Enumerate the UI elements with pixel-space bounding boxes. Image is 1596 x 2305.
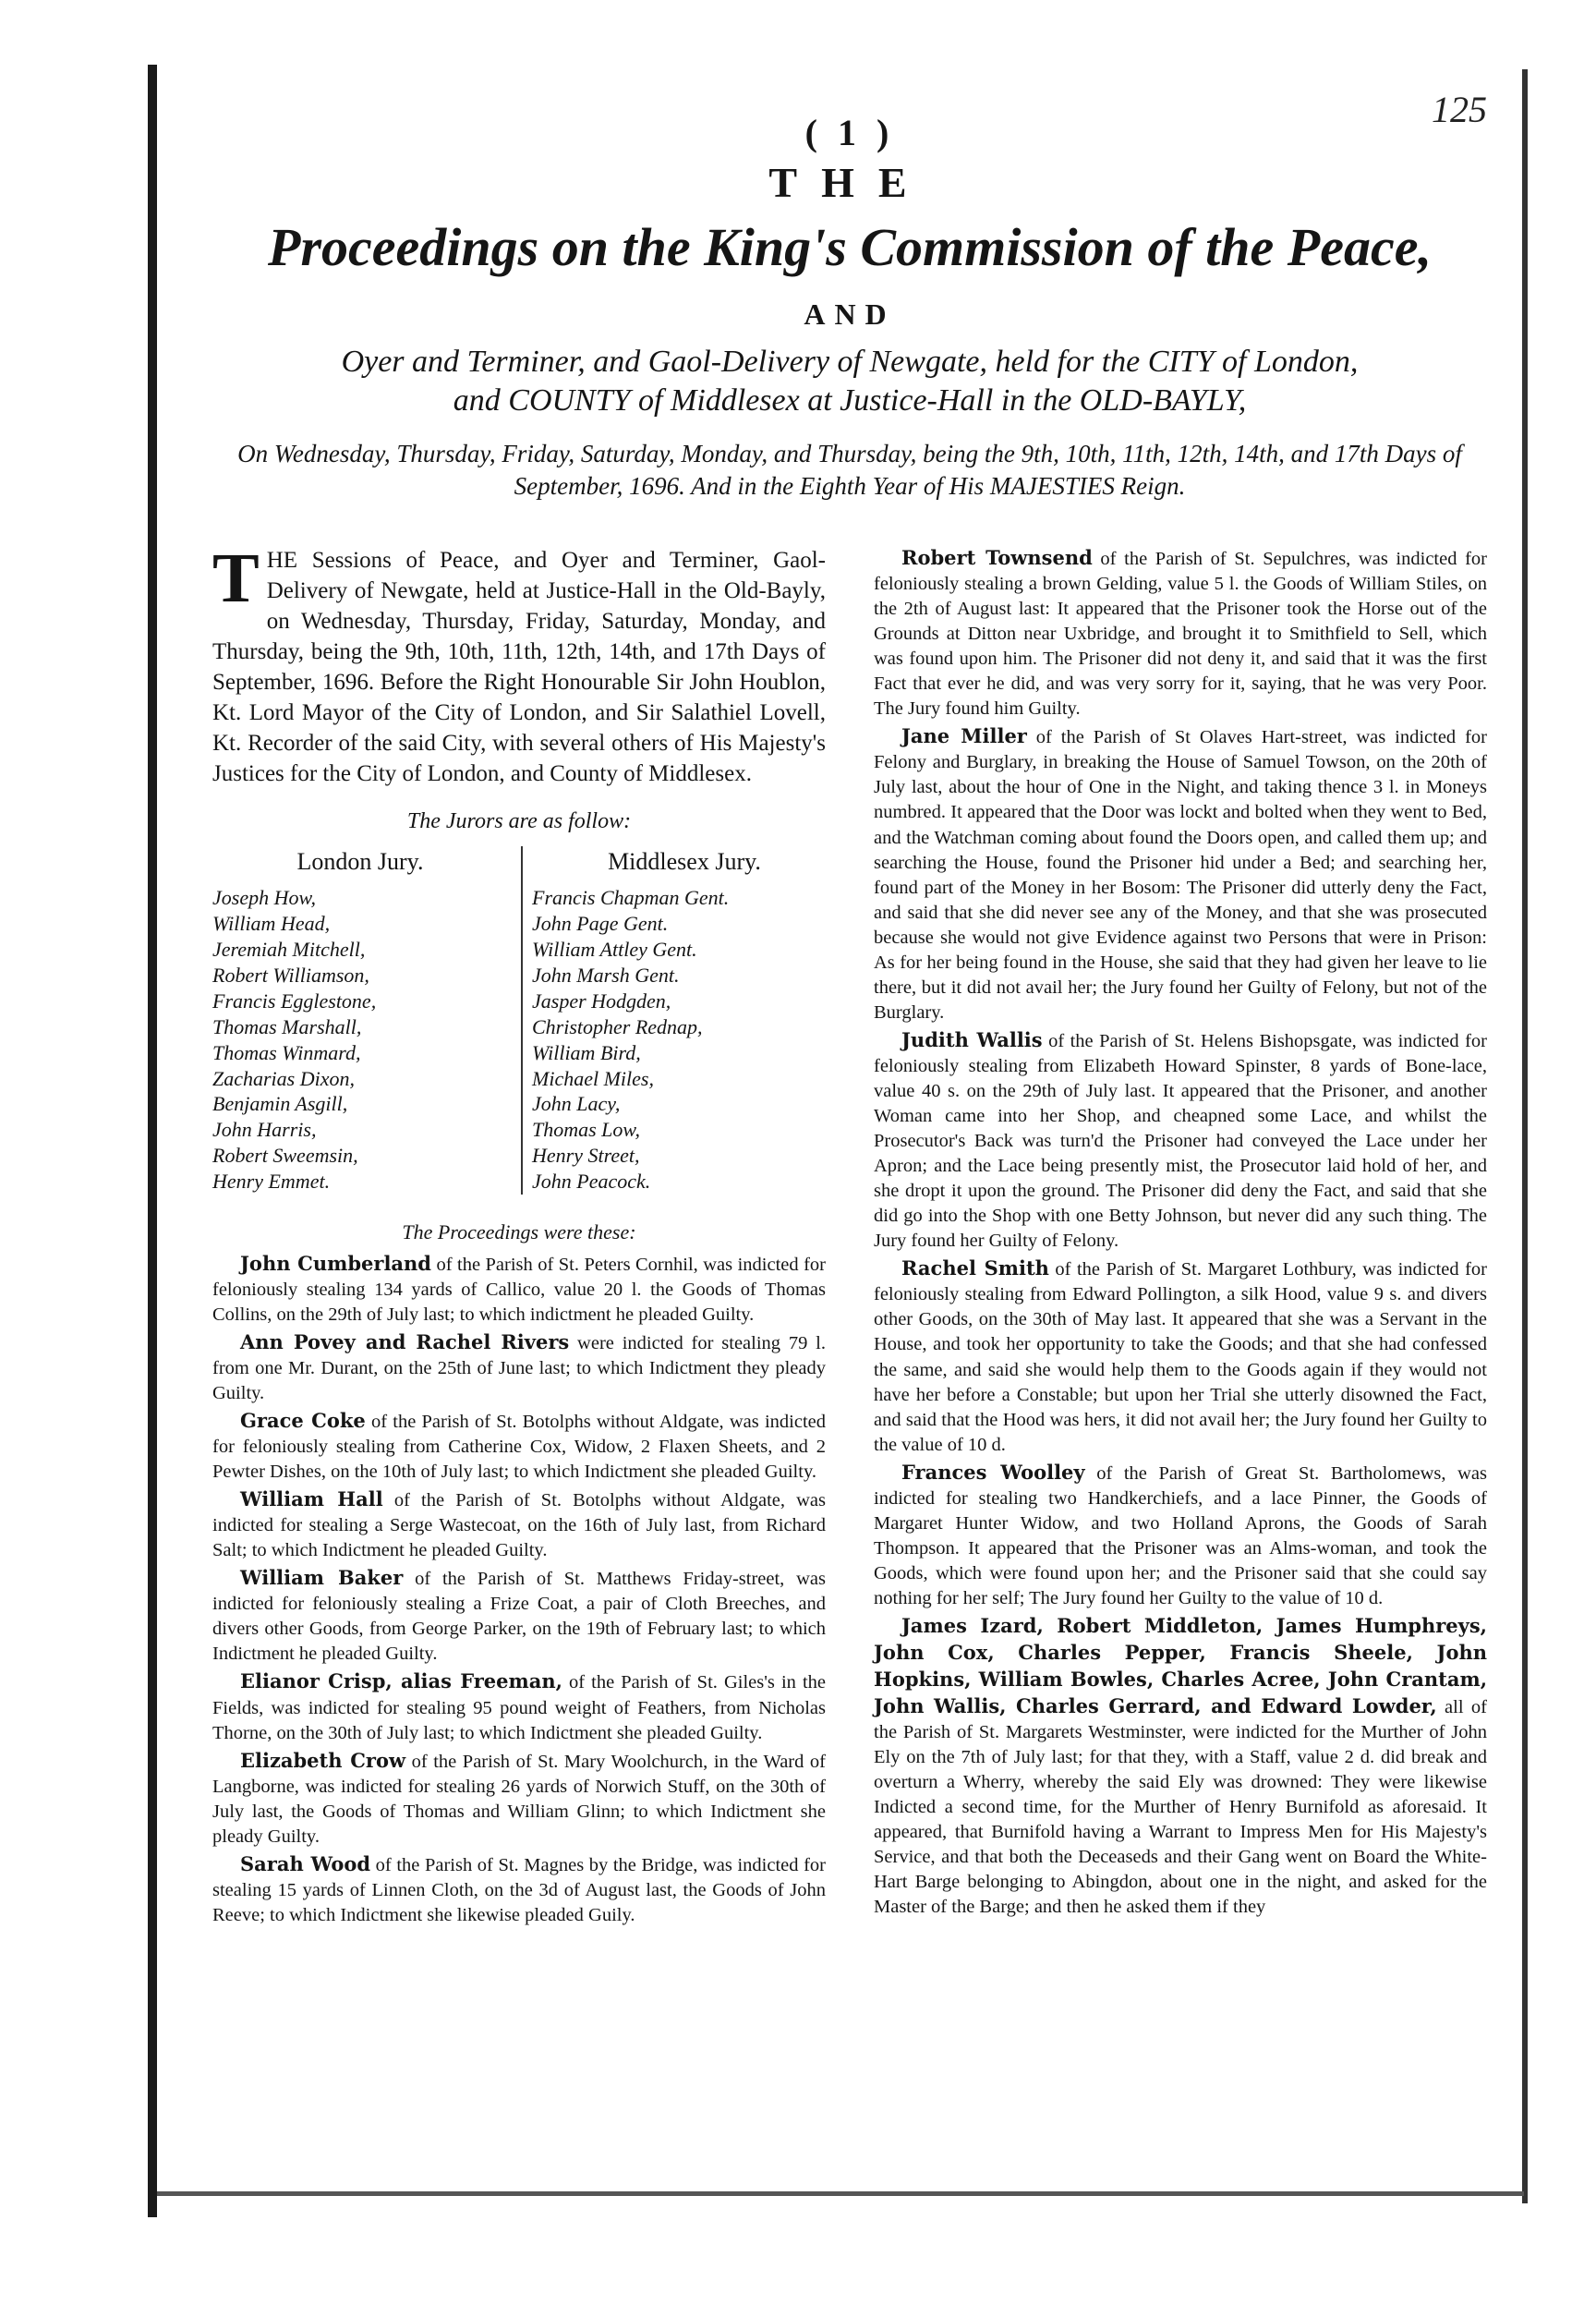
case-entry [874, 1027, 1487, 1254]
proceedings-heading: The Proceedings were these: [402, 1219, 636, 1243]
juror-name: Thomas Marshall, [212, 1014, 362, 1038]
case-text: of the Parish of St. Magnes by the Bridge, was indicted for stealing 15 yards of Linnen Cloth, on the 3d of August last, the Goods of John Reeve; to which Indictment she likewise pleaded Guily. [212, 1854, 826, 1925]
juror-name: Henry Emmet. [212, 1170, 331, 1194]
case-entry [874, 1256, 1487, 1457]
london-jury [212, 846, 508, 1195]
case-text: of the Parish of St. Matthews Friday-street, was indicted for feloniously stealing a Frize Coat, a pair of Cloth Breeches, and divers other Goods, from George Parker, on the 19th of February last; to which Indictment he pleaded Guilty. [212, 1569, 826, 1665]
case-entry [212, 1668, 826, 1745]
juror-name: John Lacy, [532, 1092, 621, 1116]
case-text: of the Parish of St. Mary Woolchurch, in the Ward of Langborne, was indicted for stealing 26 yards of Norwich Stuff, on the 30th of July last, the Goods of Thomas and William Glinn; to which Indictment she pleady Guilty. [212, 1751, 826, 1847]
case-entry [874, 1460, 1487, 1611]
defendant-name: Jane Miller [901, 724, 1027, 748]
case-entry [212, 1486, 826, 1563]
defendant-name: Elianor Crisp, alias Freeman, [240, 1669, 562, 1693]
defendant-name: William Baker [240, 1566, 404, 1590]
scan-edge-left [148, 65, 157, 2217]
juror-name: John Harris, [212, 1118, 317, 1142]
jurors-heading: The Jurors are as follow: [406, 809, 632, 833]
page-number: ( 1 ) [804, 112, 895, 153]
juror-name: John Marsh Gent. [532, 963, 680, 987]
juror-name: William Head, [212, 911, 331, 935]
subtitle-line-2: and COUNTY of Middlesex at Justice-Hall in the OLD-BAYLY, [453, 383, 1247, 419]
document-title: Proceedings on the King's Commission of the Peace, [268, 217, 1432, 277]
case-entry [212, 1251, 826, 1328]
intro-text: HE Sessions of Peace, and Oyer and Terminer, Gaol-Delivery of Newgate, held at Justice-Hall in the Old-Bayly, on Wednesday, Thursday, Friday, Saturday, Monday, and Thursday, being the 9th, 10th, 11th, 12th, 14th, and 17th Days of September, 1696. Before the Right Honourable Sir John Houblon, Kt. Lord Mayor of the City of London, and Sir Salathiel Lovell, Kt. Recorder of the said City, with several others of His Majesty's Justices for the City of London, and County of Middlesex. [212, 548, 826, 786]
juror-name: Francis Chapman Gent. [532, 885, 730, 909]
defendant-name: James Izard, Robert Middleton, James Humphreys, John Cox, Charles Pepper, Francis Sheele, John Hopkins, William Bowles, Charles Acree, John Crantam, John Wallis, Charles Gerrard, and Edward Lowder, [874, 1613, 1487, 1718]
juror-name: Zacharias Dixon, [212, 1066, 355, 1090]
juror-name: Benjamin Asgill, [212, 1092, 348, 1116]
case-entry [874, 723, 1487, 1025]
defendant-name: William Hall [240, 1487, 383, 1511]
case-text: of the Parish of St. Sepulchres, was indicted for feloniously stealing a brown Gelding, value 5 l. the Goods of William Stiles, on the 2th of August last: It appeared that the Prisoner took the Horse out of the Grounds at Ditton near Uxbridge, and brought it to Smithfield to Sell, which was found upon him. The Prisoner did not deny it, and said that it was the first Fact that ever he did, and was very sorry for it, saying, that he was very Poor. The Jury found him Guilty. [874, 549, 1487, 720]
case-text: of the Parish of St. Giles's in the Fields, was indicted for stealing 95 pound weight of Feathers, from Nicholas Thorne, on the 30th of July last; to which Indictment she pleaded Guilty. [212, 1672, 826, 1743]
document-subtitle [212, 343, 1487, 421]
left-column [212, 540, 827, 1930]
case-text: of the Parish of St. Botolphs without Aldgate, was indicted for feloniously stealing from Catherine Cox, Widow, 2 Flaxen Sheets, and 2 Pewter Dishes, on the 10th of July last; to which Indictment she pleaded Guilty. [212, 1411, 826, 1483]
juror-name: John Page Gent. [532, 911, 669, 935]
case-text: of the Parish of Great St. Bartholomews, was indicted for stealing two Handkerchiefs, and a lace Pinner, the Goods of Margaret Hunter Widow, and two Holland Aprons, the Goods of Sarah Thompson. It appeared that the Prisoner was an Alms-woman, and took the Goods, which were found upon her; and the Prisoner said that she could say nothing for her self; The Jury found her Guilty to the value of 10 d. [874, 1462, 1487, 1608]
defendant-name: John Cumberland [240, 1251, 431, 1275]
drop-cap: T [212, 540, 260, 617]
subtitle-line-1: Oyer and Terminer, and Gaol-Delivery of Newgate, held for the CITY of London, [341, 344, 1359, 379]
header-the: THE [768, 159, 931, 206]
defendant-name: Frances Woolley [901, 1460, 1085, 1484]
case-text: of the Parish of St Olaves Hart-street, was indicted for Felony and Burglary, in breaking the House of Samuel Towson, on the 20th of July last, about the hour of One in the Night, and taking thence 3 l. in Moneys numbred. It appeared that the Door was lockt and bolted when they went to Bed, and the Watchman coming about found the Doors open, and called them up; and searching the House, found the Prisoner hid under a Bed; and searching her, found part of the Money in her Bosom: The Prisoner did utterly deny the Fact, and said that she did never see any of the Money, and that she was prosecuted because she would not give Evidence against two Persons that were in Prison: As for her being found in the House, she said that they had given her leave to lie there, but it did not avail her; the Jury found her Guilty of Felony, but not of the Burglary. [874, 727, 1487, 1023]
juror-name: Robert Williamson, [212, 963, 369, 987]
body-columns [212, 540, 1487, 2190]
london-jury-members [212, 885, 508, 1195]
case-text: of the Parish of St. Peters Cornhil, was indicted for feloniously stealing 134 yards of Callico, value 20 l. the Goods of Thomas Collins, on the 29th of July last; to which indictment he pleaded Guilty. [212, 1254, 826, 1325]
juror-name: Henry Street, [532, 1144, 640, 1168]
juries-list [212, 846, 826, 1211]
header-and: AND [804, 297, 896, 331]
juror-name: Jasper Hodgden, [532, 989, 671, 1013]
case-text: of the Parish of St. Botolphs without Aldgate, was indicted for stealing a Serge Wastecoat, on the 16th of July last, from Richard Salt; to which Indictment he pleaded Guilty. [212, 1490, 827, 1561]
defendant-name: Grace Coke [240, 1408, 366, 1432]
session-dates: On Wednesday, Thursday, Friday, Saturday, Monday, and Thursday, being the 9th, 10th, 11th, 12th, 14th, and 17th Days of September, 1696. And in the Eighth Year of His MAJESTIES Reign. [237, 439, 1462, 500]
case-text: of the Parish of St. Helens Bishopsgate, was indicted for feloniously stealing from Elizabeth Howard Spinster, 8 yards of Bone-lace, value 40 s. on the 29th of July last. It appeared that the Prisoner, and another Woman came into her Shop, and cheapned some Lace, and whilst the Prosecutor's Back was turn'd the Prisoner had conveyed the Lace under her Apron; and the Lace being presently mist, the Prosecutor laid hold of her, and she dropt it upon the ground. The Prisoner did deny the Fact, and said that she did go into the Shop with one Betty Johnson, but never did any such thing. The Jury found her Guilty of Felony. [874, 1030, 1487, 1252]
case-entry [874, 545, 1487, 722]
defendant-name: Judith Wallis [901, 1027, 1043, 1051]
juror-name: Christopher Rednap, [532, 1014, 703, 1038]
defendant-name: Rachel Smith [901, 1256, 1049, 1280]
juror-name: Joseph How, [212, 885, 317, 909]
case-entry [212, 1851, 826, 1928]
london-jury-title: London Jury. [296, 847, 424, 875]
folio-number: 125 [1432, 89, 1487, 130]
juror-name: Jeremiah Mitchell, [212, 937, 366, 961]
case-entry [212, 1408, 826, 1485]
right-entries [874, 545, 1487, 1921]
juror-name: William Bird, [532, 1040, 641, 1064]
case-text: all of the Parish of St. Margarets Westminster, were indicted for the Murther of John Ely on the 7th of July last; for that they, with a Staff, value 2 d. did break and overturn a Wherry, whereby the said Ely was drowned: They were likewise Indicted a second time, for the Murther of Henry Burnifold as aforesaid. It appeared, that Burnifold having a Warrant to Impress Men for His Majesty's Service, and that both the Deceaseds and their Gang went on Board the White-Hart Barge belonging to Abingdon, about one in the night, and asked for the Master of the Barge; and then he asked them if they [874, 1697, 1487, 1918]
defendant-name: Sarah Wood [240, 1851, 371, 1875]
case-text: of the Parish of St. Margaret Lothbury, was indicted for feloniously stealing from Edward Pollington, a silk Hood, value 9 s. and divers other Goods, on the 30th of May last. It appeared that she was a Servant in the House, and took her opportunity to take the Goods; and that she had confessed the same, and said she would help them to the Goods again if they would not have her before a Constable; but upon her Trial she utterly disowned the Fact, and said that the Hood was hers, it did not avail her; the Jury found her Guilty to the value of 10 d. [874, 1259, 1487, 1455]
defendant-name: Elizabeth Crow [240, 1748, 406, 1772]
right-column [874, 545, 1487, 1923]
defendant-name: Ann Povey and Rachel Rivers [240, 1329, 570, 1353]
intro-paragraph [212, 540, 826, 789]
case-entry [212, 1329, 826, 1406]
left-entries [212, 1251, 826, 1928]
case-entry [212, 1565, 826, 1667]
middlesex-jury-members [532, 885, 837, 1195]
juror-name: John Peacock. [532, 1170, 651, 1194]
juror-name: Michael Miles, [532, 1066, 654, 1090]
juror-name: William Attley Gent. [532, 937, 697, 961]
scan-edge-right [1522, 69, 1528, 2203]
case-text: were indicted for stealing 79 l. from one Mr. Durant, on the 25th of June last; to which Indictment they pleady Guilty. [212, 1332, 826, 1403]
defendant-name: Robert Townsend [901, 546, 1093, 569]
juror-name: Robert Sweemsin, [212, 1144, 358, 1168]
case-entry [212, 1748, 826, 1850]
middlesex-jury-title: Middlesex Jury. [608, 847, 761, 875]
case-entry [874, 1613, 1487, 1921]
middlesex-jury [521, 846, 837, 1195]
juror-name: Thomas Low, [532, 1118, 640, 1142]
scan-edge-bottom [157, 2191, 1524, 2196]
juror-name: Francis Egglestone, [212, 989, 377, 1013]
document-page [212, 83, 1487, 2162]
juror-name: Thomas Winmard, [212, 1040, 361, 1064]
